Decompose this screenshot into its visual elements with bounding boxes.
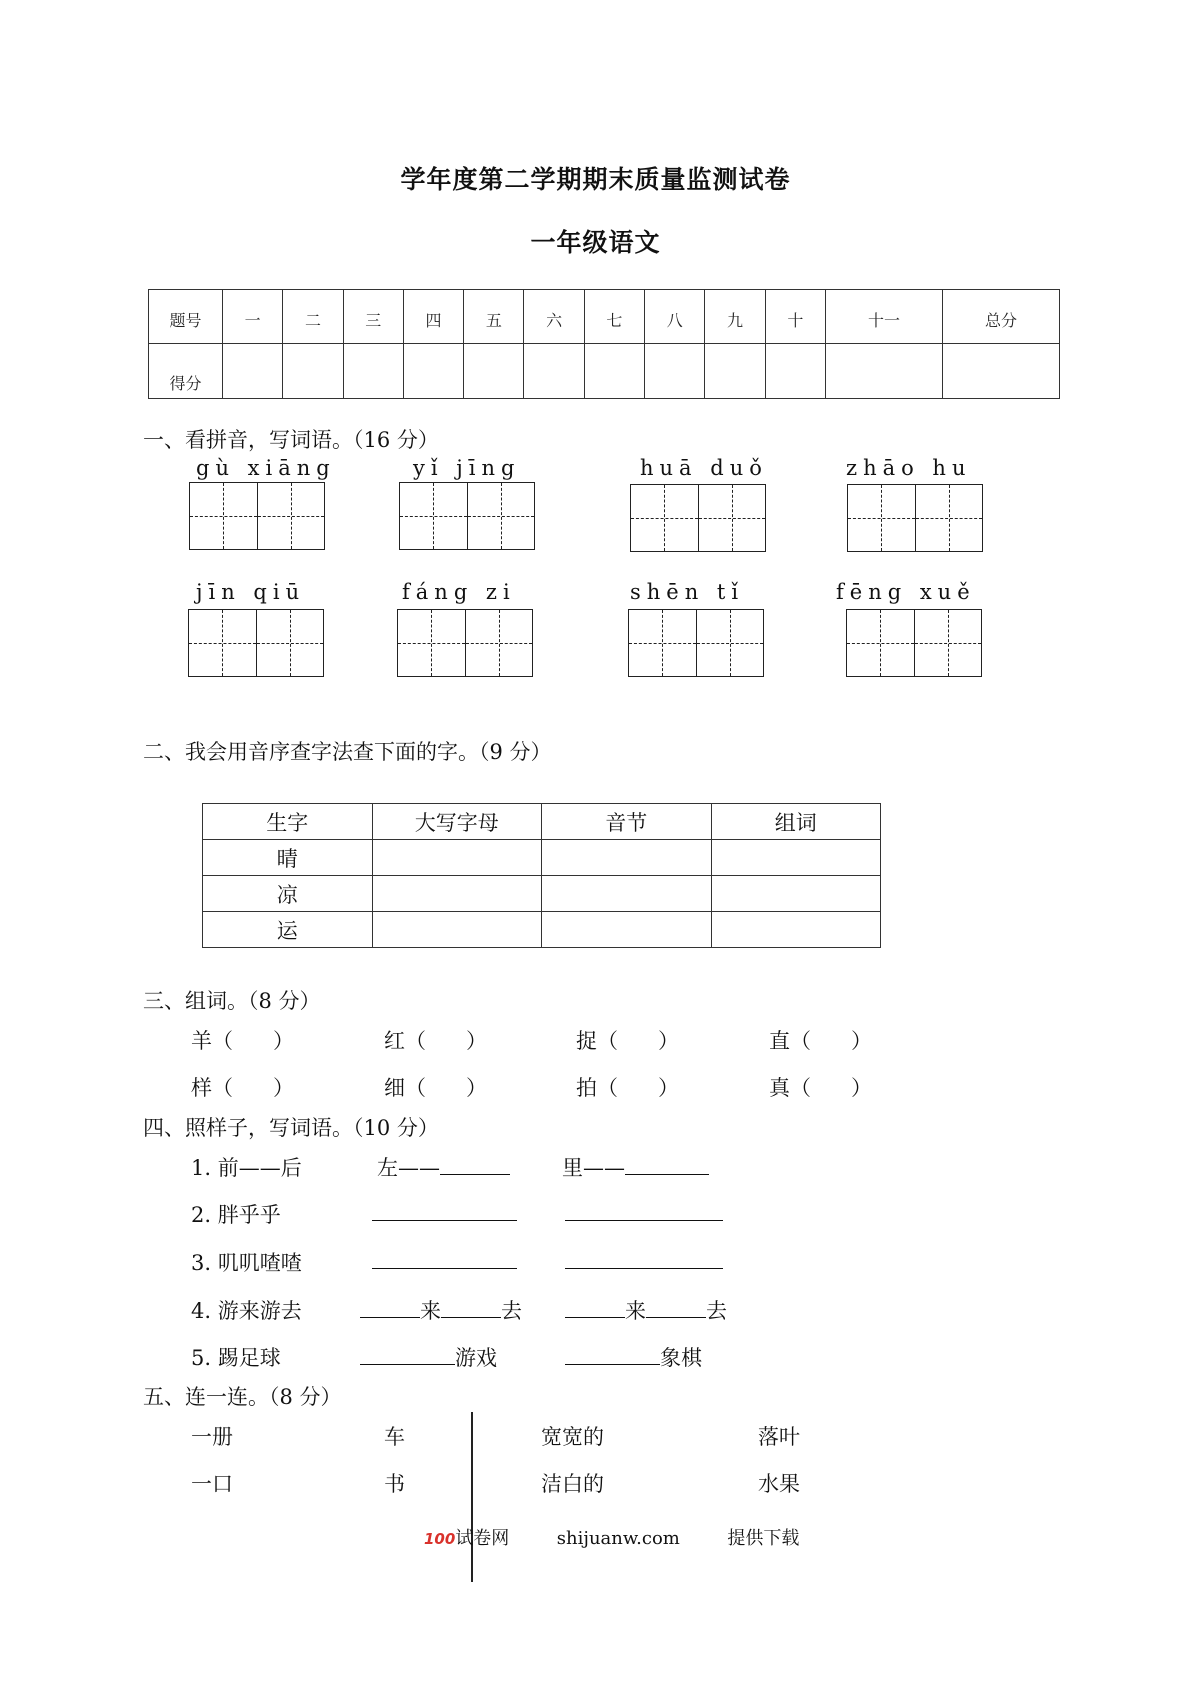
char-cell: 凉 xyxy=(203,876,373,912)
pinyin-label: fēng xuě xyxy=(836,580,976,604)
answer-cell[interactable] xyxy=(542,840,712,876)
section1-heading: 一、看拼音，写词语。（16 分） xyxy=(143,428,439,452)
score-cell[interactable] xyxy=(942,344,1059,399)
col-header: 生字 xyxy=(203,804,373,840)
site-domain[interactable]: shijuanw.com xyxy=(556,1528,680,1549)
score-table-header-row xyxy=(149,290,1060,344)
exam-subtitle: 一年级语文 xyxy=(530,228,661,257)
site-name: 试卷网 xyxy=(455,1528,510,1549)
char-cell: 运 xyxy=(203,912,373,948)
match-item[interactable]: 洁白的 xyxy=(541,1472,604,1496)
fill-item: 来 去 xyxy=(565,1295,727,1325)
writing-grid[interactable] xyxy=(630,484,766,552)
writing-grid[interactable] xyxy=(189,482,325,550)
col-header: 二 xyxy=(283,290,343,344)
col-header: 一 xyxy=(223,290,283,344)
col-header: 十一 xyxy=(825,290,942,344)
pinyin-label: huā duǒ xyxy=(640,456,768,480)
pinyin-label: yǐ jīng xyxy=(413,456,521,480)
word-item: 捉（ ） xyxy=(576,1029,680,1053)
footer xyxy=(424,1524,799,1550)
col-header: 音节 xyxy=(542,804,712,840)
answer-blank[interactable] xyxy=(441,1297,501,1318)
fill-item: 象棋 xyxy=(565,1342,702,1372)
answer-blank[interactable] xyxy=(372,1200,517,1221)
match-item[interactable]: 一册 xyxy=(191,1425,233,1449)
col-header: 九 xyxy=(705,290,765,344)
answer-cell[interactable] xyxy=(711,876,881,912)
col-header: 四 xyxy=(403,290,463,344)
table-row xyxy=(203,876,881,912)
score-cell[interactable] xyxy=(645,344,705,399)
word-item: 拍（ ） xyxy=(576,1076,680,1100)
pinyin-label: zhāo hu xyxy=(846,456,972,480)
word-item: 细（ ） xyxy=(384,1076,488,1100)
word-item: 红（ ） xyxy=(384,1029,488,1053)
col-header: 七 xyxy=(584,290,644,344)
match-item[interactable]: 书 xyxy=(384,1472,405,1496)
answer-cell[interactable] xyxy=(372,840,542,876)
writing-grid[interactable] xyxy=(628,609,764,677)
fill-item: 游戏 xyxy=(360,1342,497,1372)
match-item[interactable]: 宽宽的 xyxy=(541,1425,604,1449)
answer-cell[interactable] xyxy=(372,876,542,912)
answer-blank[interactable] xyxy=(565,1297,625,1318)
writing-grid[interactable] xyxy=(846,609,982,677)
example-label: 4. 游来游去 xyxy=(191,1299,302,1323)
score-cell[interactable] xyxy=(403,344,463,399)
word-item: 真（ ） xyxy=(769,1076,873,1100)
fill-item: 左—— xyxy=(377,1152,510,1182)
score-cell[interactable] xyxy=(524,344,584,399)
section2-heading: 二、我会用音序查字法查下面的字。（9 分） xyxy=(143,740,552,764)
score-table xyxy=(148,289,1060,399)
char-cell: 晴 xyxy=(203,840,373,876)
pinyin-label: shēn tǐ xyxy=(630,580,745,604)
col-header: 八 xyxy=(645,290,705,344)
word-item: 羊（ ） xyxy=(191,1029,295,1053)
score-cell[interactable] xyxy=(343,344,403,399)
example-label: 3. 叽叽喳喳 xyxy=(191,1251,302,1275)
match-item[interactable]: 一口 xyxy=(191,1472,233,1496)
row-label: 得分 xyxy=(149,344,223,399)
writing-grid[interactable] xyxy=(399,482,535,550)
answer-blank[interactable] xyxy=(372,1248,517,1269)
writing-grid[interactable] xyxy=(188,609,324,677)
writing-grid[interactable] xyxy=(397,609,533,677)
word-item: 直（ ） xyxy=(769,1029,873,1053)
score-cell[interactable] xyxy=(223,344,283,399)
example-label: 5. 踢足球 xyxy=(191,1346,281,1370)
answer-cell[interactable] xyxy=(542,912,712,948)
example-label: 2. 胖乎乎 xyxy=(191,1203,281,1227)
exam-title: 学年度第二学期期末质量监测试卷 xyxy=(400,165,791,194)
col-header: 六 xyxy=(524,290,584,344)
section5-heading: 五、连一连。（8 分） xyxy=(143,1385,342,1409)
fill-item: 里—— xyxy=(562,1152,709,1182)
site-logo-icon: 100 xyxy=(424,1530,456,1548)
col-header: 总分 xyxy=(942,290,1059,344)
answer-blank[interactable] xyxy=(360,1297,420,1318)
col-header: 十 xyxy=(765,290,825,344)
writing-grid[interactable] xyxy=(847,484,983,552)
answer-blank[interactable] xyxy=(360,1344,455,1365)
section4-heading: 四、照样子，写词语。（10 分） xyxy=(143,1116,439,1140)
col-header: 组词 xyxy=(711,804,881,840)
table-row xyxy=(203,840,881,876)
match-item[interactable]: 落叶 xyxy=(758,1425,800,1449)
score-cell[interactable] xyxy=(705,344,765,399)
answer-blank[interactable] xyxy=(440,1154,510,1175)
answer-cell[interactable] xyxy=(542,876,712,912)
answer-cell[interactable] xyxy=(711,840,881,876)
score-cell[interactable] xyxy=(464,344,524,399)
score-cell[interactable] xyxy=(283,344,343,399)
lookup-header-row xyxy=(203,804,881,840)
lookup-table xyxy=(202,803,881,948)
fill-item: 来 去 xyxy=(360,1295,522,1325)
answer-blank[interactable] xyxy=(565,1248,723,1269)
score-cell[interactable] xyxy=(765,344,825,399)
download-note: 提供下载 xyxy=(727,1528,800,1549)
answer-cell[interactable] xyxy=(372,912,542,948)
col-header: 大写字母 xyxy=(372,804,542,840)
match-item[interactable]: 水果 xyxy=(758,1472,800,1496)
section3-heading: 三、组词。（8 分） xyxy=(143,989,321,1013)
score-table-score-row xyxy=(149,344,1060,399)
pinyin-label: fáng zi xyxy=(402,580,516,604)
example-label: 1. 前——后 xyxy=(191,1156,302,1180)
pinyin-label: gù xiāng xyxy=(196,456,336,480)
answer-blank[interactable] xyxy=(646,1297,706,1318)
answer-cell[interactable] xyxy=(711,912,881,948)
match-item[interactable]: 车 xyxy=(384,1425,405,1449)
col-header: 五 xyxy=(464,290,524,344)
divider-line xyxy=(471,1412,473,1582)
answer-blank[interactable] xyxy=(565,1344,660,1365)
answer-blank[interactable] xyxy=(565,1200,723,1221)
score-cell[interactable] xyxy=(584,344,644,399)
score-cell[interactable] xyxy=(825,344,942,399)
word-item: 样（ ） xyxy=(191,1076,295,1100)
row-label: 题号 xyxy=(149,290,223,344)
table-row xyxy=(203,912,881,948)
answer-blank[interactable] xyxy=(625,1154,709,1175)
pinyin-label: jīn qiū xyxy=(196,580,306,604)
col-header: 三 xyxy=(343,290,403,344)
